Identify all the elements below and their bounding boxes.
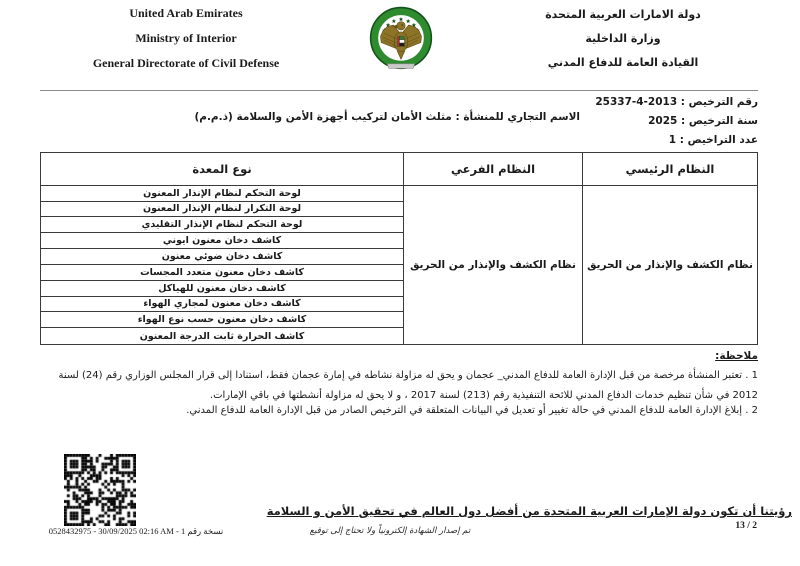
note-item-2: 2 . إبلاغ الإدارة العامة للدفاع المدني في حالة تغيير أو تعديل في البيانات المتعلقة في الترخيص الصادر من قبل الإدارة العامة للدفاع المدني. <box>186 405 758 416</box>
license-count-value: 1 <box>668 134 677 146</box>
license-info-block <box>595 93 758 150</box>
license-count-line <box>595 131 758 150</box>
sub-system-column <box>403 153 582 344</box>
header-en-ministry: Ministry of Interior <box>135 31 237 45</box>
license-number-label: رقم الترخيص : <box>680 96 758 108</box>
table-row: كاشف دخان معنون ايوني <box>41 233 403 249</box>
table-row: كاشف دخان معنون متعدد المجسات <box>41 265 403 281</box>
systems-table <box>40 152 758 345</box>
main-system-column <box>582 153 757 344</box>
notes-title: ملاحظة: <box>715 350 758 362</box>
license-count-label: عدد التراخيص : <box>679 134 758 146</box>
main-system-header: النظام الرئيسي <box>583 153 757 186</box>
equipment-type-header: نوع المعدة <box>41 153 403 186</box>
header-ar-country: دولة الامارات العربية المتحدة <box>545 8 701 21</box>
sub-system-header: النظام الفرعي <box>404 153 582 186</box>
license-year-line <box>595 112 758 131</box>
qr-code <box>64 454 136 526</box>
electronic-issuance-note: تم إصدار الشهادة إلكترونياً ولا تحتاج إلى توقيع <box>309 526 471 536</box>
header-ar-directorate: القيادة العامة للدفاع المدني <box>547 56 699 69</box>
header-arabic <box>498 8 748 80</box>
license-number-line <box>595 93 758 112</box>
table-row: كاشف دخان معنون حسب نوع الهواء <box>41 312 403 328</box>
trade-name-line: الاسم التجاري للمنشأة : مثلث الأمان لتركيب أجهزة الأمن والسلامة (ذ.م.م) <box>194 111 580 123</box>
table-row: لوحة التحكم لنظام الإنذار التقليدي <box>41 217 403 233</box>
license-year-label: سنة الترخيص : <box>680 115 758 127</box>
license-number-value: 25337-4-2013 <box>595 96 678 108</box>
table-row: كاشف الحرارة ثابت الدرجة المعنون <box>139 330 305 342</box>
main-system-value: نظام الكشف والإنذار من الحريق <box>587 259 753 271</box>
table-row: كاشف دخان معنون للهياكل <box>41 281 403 297</box>
moi-emblem-icon <box>362 3 440 79</box>
table-row: لوحة التكرار لنظام الإنذار المعنون <box>41 202 403 218</box>
header-english <box>55 6 317 81</box>
header-en-country: United Arab Emirates <box>129 6 243 20</box>
license-year-value: 2025 <box>648 115 678 127</box>
table-row: كاشف دخان ضوئي معنون <box>41 249 403 265</box>
note-item-1: 1 . تعتبر المنشأة مرخصة من قبل الإدارة العامة للدفاع المدني_ عجمان و يحق له مزاولة نشاطه في إمارة عجمان فقط، استنادا إلى قرار المجلس الوزاري رقم (24) لسنة 2012 في شأن تنظيم خدمات الدفاع المدني للائحة التنفيذية رقم (213) لسنة 2017 ، و لا يحق له مزاولة أنشطتها في باقي الإمارات. <box>58 370 758 401</box>
header-ar-ministry: وزارة الداخلية <box>585 32 661 45</box>
equipment-type-column <box>41 153 403 344</box>
page-indicator: 13 / 2 <box>735 521 757 531</box>
sub-system-value: نظام الكشف والإنذار من الحريق <box>410 259 576 271</box>
table-row: لوحة التحكم لنظام الإنذار المعنون <box>41 186 403 202</box>
vision-statement: رؤيتنا أن تكون دولة الإمارات العربية المتحدة من أفضل دول العالم في تحقيق الأمن و السلامة <box>266 504 792 518</box>
header-en-directorate: General Directorate of Civil Defense <box>92 56 280 70</box>
header-divider <box>40 90 758 91</box>
qr-caption: 0528432975 - 30/09/2025 02:16 AM - 1 نسخة رقم <box>48 526 224 536</box>
table-row: كاشف دخان معنون لمجاري الهواء <box>41 297 403 313</box>
